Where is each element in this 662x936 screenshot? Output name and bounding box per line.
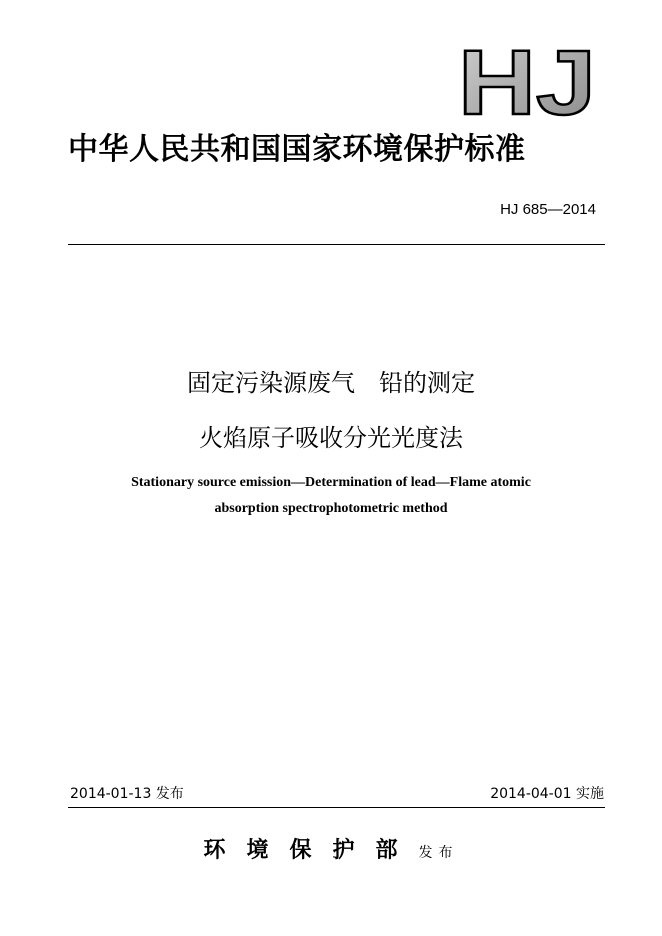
hj-logo: [452, 44, 602, 120]
logo-text: HJ: [458, 44, 596, 120]
document-title-cn-line2: 火焰原子吸收分光光度法: [199, 424, 463, 452]
header-divider: [68, 244, 605, 245]
standard-category-title: 中华人民共和国国家环境保护标准: [68, 132, 526, 167]
standard-number: HJ 685—2014: [500, 201, 596, 218]
footer-divider: [68, 807, 605, 808]
issuer-line: [0, 834, 662, 869]
issue-date: 2014-01-13 发布: [70, 786, 184, 802]
implement-date: 2014-04-01 实施: [490, 786, 604, 802]
document-title-en-line1: Stationary source emission—Determination of lead—Flame atomic: [131, 475, 531, 490]
document-title-en-line2: absorption spectrophotometric method: [214, 501, 448, 516]
issuer-suffix: 发布: [418, 845, 459, 861]
hj-logo-graphic: [452, 44, 602, 120]
document-title-cn-line1: 固定污染源废气 铅的测定: [187, 369, 475, 397]
issuing-authority: 环境保护部: [203, 837, 419, 863]
